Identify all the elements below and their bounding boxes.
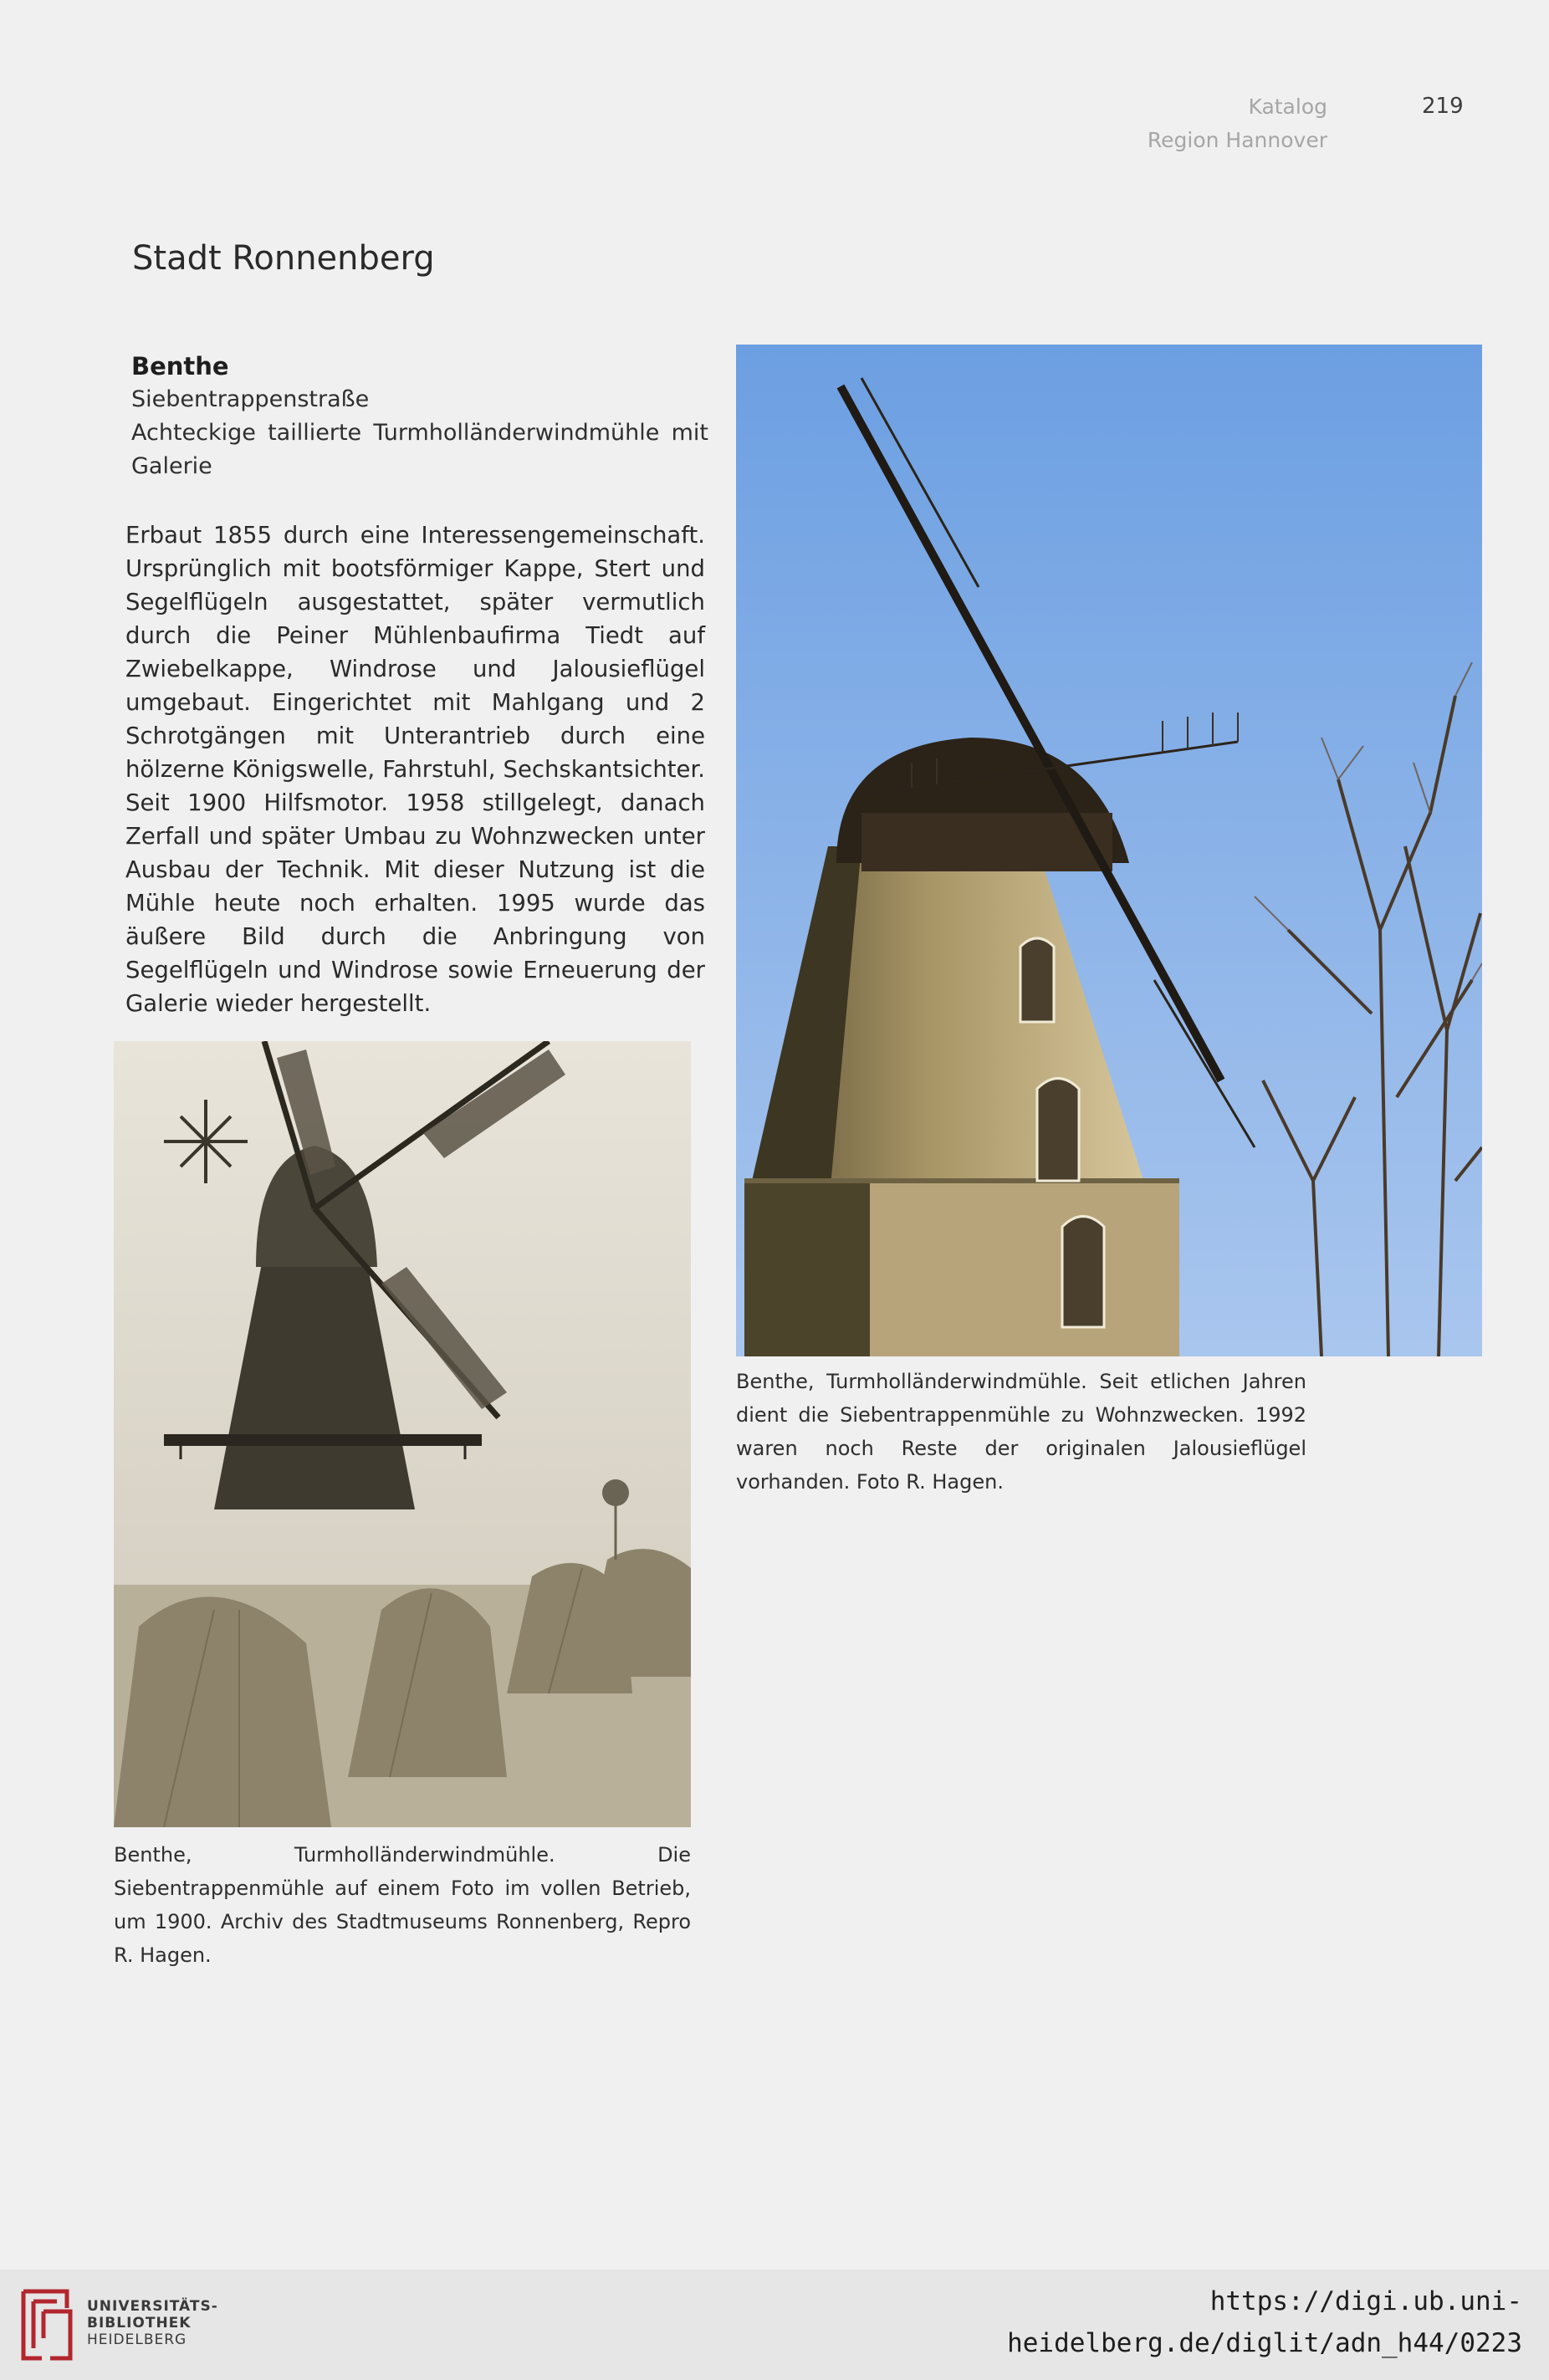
windmill-color-photo [736, 345, 1482, 1356]
historic-photo-caption: Benthe, Turmholländerwindmühle. Die Siebentrappenmühle auf einem Foto im vollen Betrieb, um 1900. Archiv des Stadtmuseums Ronnenberg, Repro R. Hagen. [114, 1843, 691, 1967]
running-head-region: Region Hannover [1147, 128, 1327, 152]
section-title: Stadt Ronnenberg [132, 239, 435, 278]
windmill-historic-illustration [114, 1041, 691, 1827]
windmill-historic-photo [114, 1041, 691, 1827]
library-name-line3: HEIDELBERG [87, 2331, 187, 2348]
university-library-logo-icon [17, 2283, 77, 2367]
entry-type: Achteckige taillierte Turmholländerwindmühle mit Galerie [131, 420, 708, 479]
entry-description: Erbaut 1855 durch eine Interessengemeinschaft. Ursprünglich mit bootsförmiger Kappe, Stert und Segelflügeln ausgestattet, später vermutlich durch die Peiner Mühlenbaufirma Tiedt auf Zwiebelkappe, Windrose und Jalousieflügel umgebaut. Eingerichtet mit Mahlgang und 2 Schrotgängen mit Unterantrieb durch eine hölzerne Königswelle, Fahrstuhl, Sechskantsichter. Seit 1900 Hilfsmotor. 1958 stillgelegt, danach Zerfall und später Umbau zu Wohnzwecken unter Ausbau der Technik. Mit dieser Nutzung ist die Mühle heute noch erhalten. 1995 wurde das äußere Bild durch die Anbringung von Segelflügeln und Windrose sowie Erneuerung der Galerie wieder hergestellt. [125, 522, 705, 1017]
running-head-catalog: Katalog [1248, 94, 1327, 119]
page-number: 219 [1422, 94, 1464, 119]
source-url-link[interactable]: https://digi.ub.uni-heidelberg.de/diglit/adn_h44/0223 [1007, 2286, 1522, 2358]
entry-heading [131, 350, 708, 483]
entry-street: Siebentrappenstraße [131, 386, 370, 412]
windmill-color-illustration [736, 345, 1482, 1356]
color-photo-caption: Benthe, Turmholländerwindmühle. Seit etlichen Jahren dient die Siebentrappenmühle zu Wohnzwecken. 1992 waren noch Reste der originalen Jalousieflügel vorhanden. Foto R. Hagen. [736, 1370, 1306, 1494]
entry-place: Benthe [131, 352, 229, 380]
library-name-line2: BIBLIOTHEK [87, 2315, 192, 2331]
library-name-line1: UNIVERSITÄTS- [87, 2298, 218, 2315]
running-head [1087, 90, 1327, 157]
library-name [87, 2298, 218, 2348]
